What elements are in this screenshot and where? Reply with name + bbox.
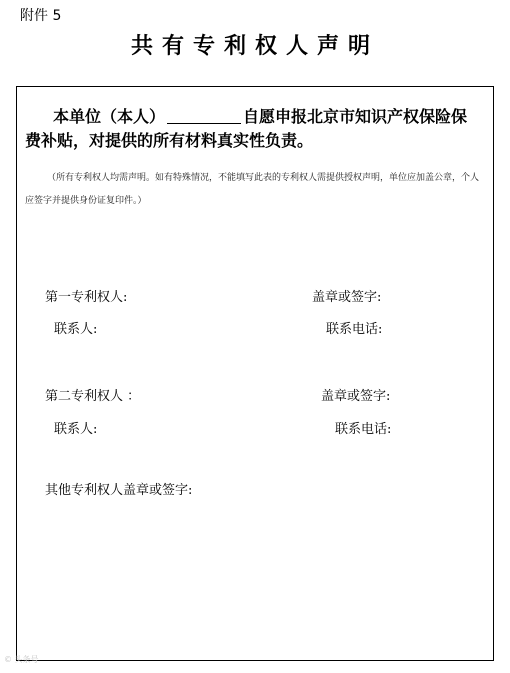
first-holder-phone-label: 联系电话: <box>326 322 383 337</box>
watermark: © 头条号 <box>4 655 39 664</box>
first-holder-label: 第一专利权人: <box>45 290 128 305</box>
instruction-note: （所有专利权人均需声明。如有特殊情况，不能填写此表的专利权人需提供授权声明，单位应加盖公章，个人应签字并提供身份证复印件。） <box>25 173 480 206</box>
second-holder-phone-label: 联系电话: <box>335 422 392 437</box>
other-holders-label: 其他专利权人盖章或签字: <box>45 483 193 498</box>
second-holder-label: 第二专利权人 ： <box>45 389 141 404</box>
declaration-form <box>16 86 494 661</box>
declaration-prefix: 本单位（本人） <box>53 107 166 126</box>
first-holder-contact-label: 联系人: <box>54 322 98 337</box>
first-holder-seal-label: 盖章或签字: <box>312 290 382 305</box>
entity-name-blank[interactable] <box>167 107 241 124</box>
document-title: 共有专利权人声明 <box>130 33 379 59</box>
declaration-suffix: 自愿申报北京市知识产权保险保费补贴，对提供的所有材料真实性负责。 <box>25 107 468 150</box>
second-holder-seal-label: 盖章或签字: <box>321 389 391 404</box>
second-holder-contact-label: 联系人: <box>54 422 98 437</box>
attachment-label: 附件 5 <box>20 8 62 24</box>
declaration-statement <box>25 105 481 153</box>
